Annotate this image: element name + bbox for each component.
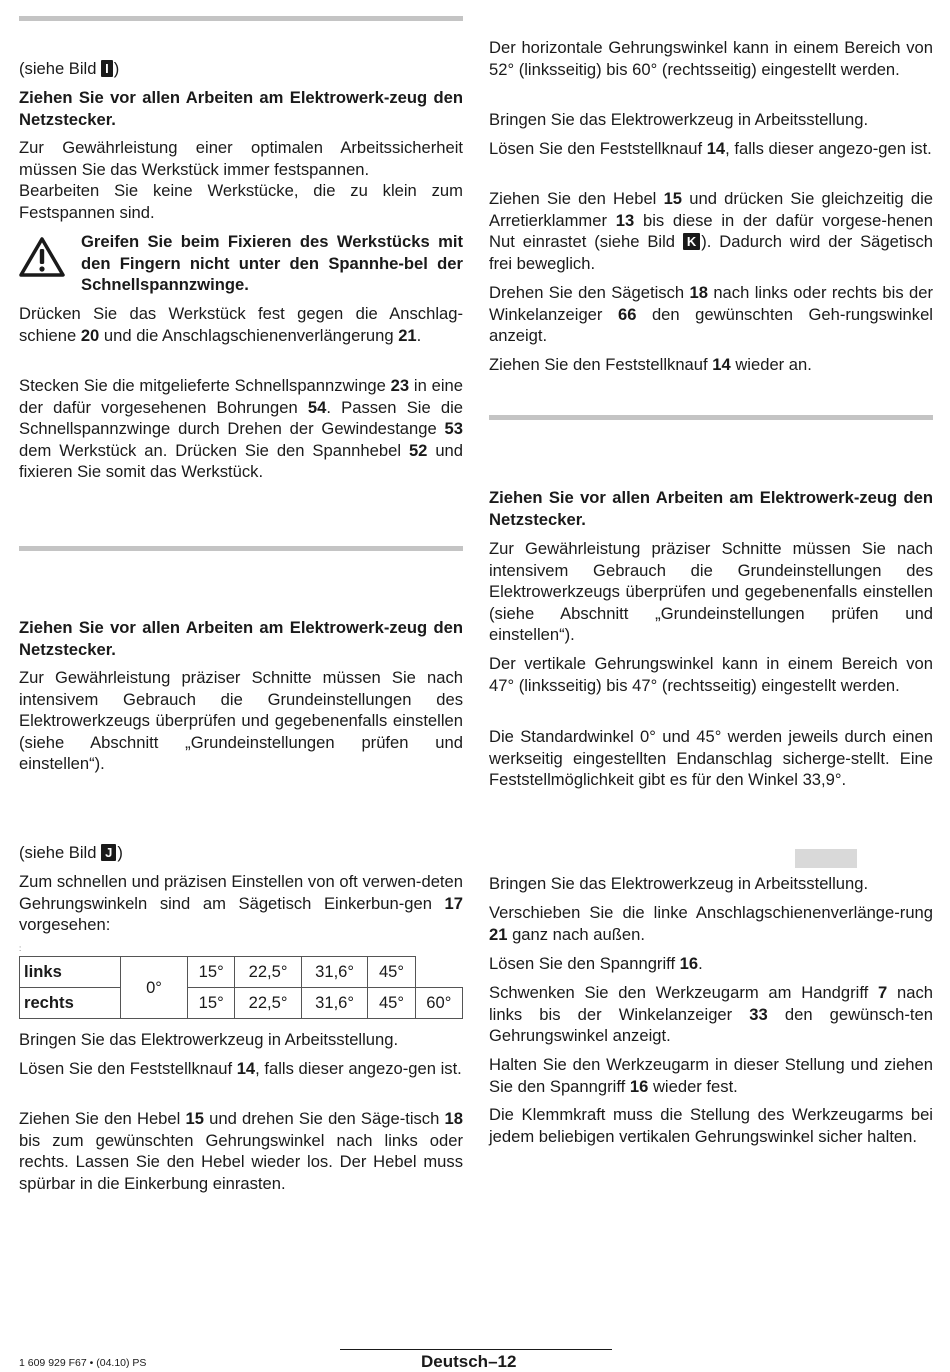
table-row-label: links <box>20 957 121 988</box>
section-rule <box>489 415 933 420</box>
table-cell: 22,5° <box>235 957 302 988</box>
paragraph: Ziehen Sie den Hebel 15 und drücken Sie gleichzeitig die Arretierklammer 13 bis diese in der dafür vorgese-henen Nut einrastet (siehe Bild K ). Dadurch wird der Sägetisch frei beweglich. <box>489 189 934 273</box>
paragraph: Lösen Sie den Feststellknauf 14, falls dieser angezo-gen ist. <box>489 139 932 158</box>
paragraph: Drehen Sie den Sägetisch 18 nach links oder rechts bis der Winkelanzeiger 66 den gewünschten Geh-rungswinkel anzeigt. <box>489 283 933 345</box>
section-rule <box>19 16 463 21</box>
paragraph: Halten Sie den Werkzeugarm in dieser Stellung und ziehen Sie den Spanngriff 16 wieder fest. <box>489 1055 933 1096</box>
paragraph: Bringen Sie das Elektrowerkzeug in Arbeitsstellung. <box>489 110 869 129</box>
safety-warning: Ziehen Sie vor allen Arbeiten am Elektrowerk-zeug den Netzstecker. <box>489 488 933 529</box>
paragraph: Zur Gewährleistung präziser Schnitte müssen Sie nach intensivem Gebrauch die Grundeinstellungen des Elektrowerkzeugs überprüfen und gegebenenfalls einstellen (siehe Abschnitt „Grundeinstellungen prüfen und einstellen“). <box>489 539 933 644</box>
paragraph: Zum schnellen und präzisen Einstellen von oft verwen-deten Gehrungswinkeln sind am Sägetisch Einkerbun-gen 17 vorgesehen: <box>19 872 463 934</box>
paragraph: Stecken Sie die mitgelieferte Schnellspannzwinge 23 in eine der dafür vorgesehenen Bohrungen 54. Passen Sie die Schnellspannzwinge durch Drehen der Gewindestange 53 dem Werkstück an. Drücken Sie den Spannhebel 52 und fixieren Sie somit das Werkstück. <box>19 376 464 481</box>
table-cell: 15° <box>188 957 235 988</box>
table-cell: 22,5° <box>235 988 302 1019</box>
table-cell <box>415 957 462 988</box>
table-cell: 45° <box>368 988 415 1019</box>
table-row <box>20 988 463 1019</box>
paragraph: Schwenken Sie den Werkzeugarm am Handgriff 7 nach links bis der Winkelanzeiger 33 den gewünsch-ten Gehrungswinkel anzeigt. <box>489 983 933 1045</box>
caution-text: Greifen Sie beim Fixieren des Werkstücks mit den Fingern nicht unter den Spannhe-bel der Schnellspannzwinge. <box>81 232 463 294</box>
paragraph: Bringen Sie das Elektrowerkzeug in Arbeitsstellung. <box>19 1030 399 1049</box>
gray-patch <box>795 849 857 868</box>
paragraph: Drücken Sie das Werkstück fest gegen die Anschlag-schiene 20 und die Anschlagschienenverlängerung 21. <box>19 304 463 345</box>
figure-label-box: J <box>101 844 116 861</box>
table-cell: 0° <box>121 957 188 1019</box>
paragraph: Der horizontale Gehrungswinkel kann in einem Bereich von 52° (linksseitig) bis 60° (rechtsseitig) eingestellt werden. <box>489 38 933 79</box>
page-number: Deutsch–12 <box>421 1352 517 1371</box>
safety-warning: Ziehen Sie vor allen Arbeiten am Elektrowerk-zeug den Netzstecker. <box>19 88 463 129</box>
paragraph: Zur Gewährleistung einer optimalen Arbeitssicherheit müssen Sie das Werkstück immer festspannen. <box>19 138 463 179</box>
warning-triangle-icon <box>19 236 65 278</box>
table-cell: 31,6° <box>301 988 368 1019</box>
paragraph: Ziehen Sie den Feststellknauf 14 wieder an. <box>489 355 812 374</box>
paragraph: Die Standardwinkel 0° und 45° werden jeweils durch einen werkseitig eingestellten Endanschlag sicherge-stellt. Eine Feststellmöglichkeit gibt es für den Winkel 33,9°. <box>489 727 933 789</box>
document-code: 1 609 929 F67 • (04.10) PS <box>19 1357 147 1369</box>
paragraph: Verschieben Sie die linke Anschlagschienenverlänge-rung 21 ganz nach außen. <box>489 903 933 944</box>
table-cell: 45° <box>368 957 415 988</box>
figure-reference-j: (siehe Bild J ) <box>19 843 123 862</box>
figure-reference-i: (siehe Bild I ) <box>19 59 120 78</box>
table-cell: 15° <box>188 988 235 1019</box>
paragraph: Bearbeiten Sie keine Werkstücke, die zu klein zum Festspannen sind. <box>19 181 463 222</box>
footer-rule <box>340 1349 612 1350</box>
paragraph: Zur Gewährleistung präziser Schnitte müssen Sie nach intensivem Gebrauch die Grundeinstellungen des Elektrowerkzeugs überprüfen und gegebenenfalls einstellen (siehe Abschnitt „Grundeinstellungen prüfen und einstellen“). <box>19 668 463 773</box>
figure-label-box: I <box>101 60 113 77</box>
section-rule <box>19 546 463 551</box>
paragraph: Bringen Sie das Elektrowerkzeug in Arbeitsstellung. <box>489 874 869 893</box>
paragraph: Lösen Sie den Spanngriff 16. <box>489 954 703 973</box>
figure-label-box: K <box>683 233 700 250</box>
table-row-label: rechts <box>20 988 121 1019</box>
paragraph: Lösen Sie den Feststellknauf 14, falls dieser angezo-gen ist. <box>19 1059 462 1078</box>
paragraph: Ziehen Sie den Hebel 15 und drehen Sie den Säge-tisch 18 bis zum gewünschten Gehrungswinkel nach links oder rechts. Lassen Sie den Hebel wieder los. Der Hebel muss spürbar in die Einkerbung einrasten. <box>19 1109 463 1193</box>
paragraph: Die Klemmkraft muss die Stellung des Werkzeugarms bei jedem beliebigen vertikalen Gehrungswinkel sicher halten. <box>489 1105 933 1146</box>
table-cell: 31,6° <box>301 957 368 988</box>
notch-angle-table <box>19 956 463 1019</box>
stray-mark: : <box>19 944 22 953</box>
table-row <box>20 957 463 988</box>
safety-warning: Ziehen Sie vor allen Arbeiten am Elektrowerk-zeug den Netzstecker. <box>19 618 463 659</box>
table-cell: 60° <box>415 988 462 1019</box>
paragraph: Der vertikale Gehrungswinkel kann in einem Bereich von 47° (linksseitig) bis 47° (rechtsseitig) eingestellt werden. <box>489 654 933 695</box>
